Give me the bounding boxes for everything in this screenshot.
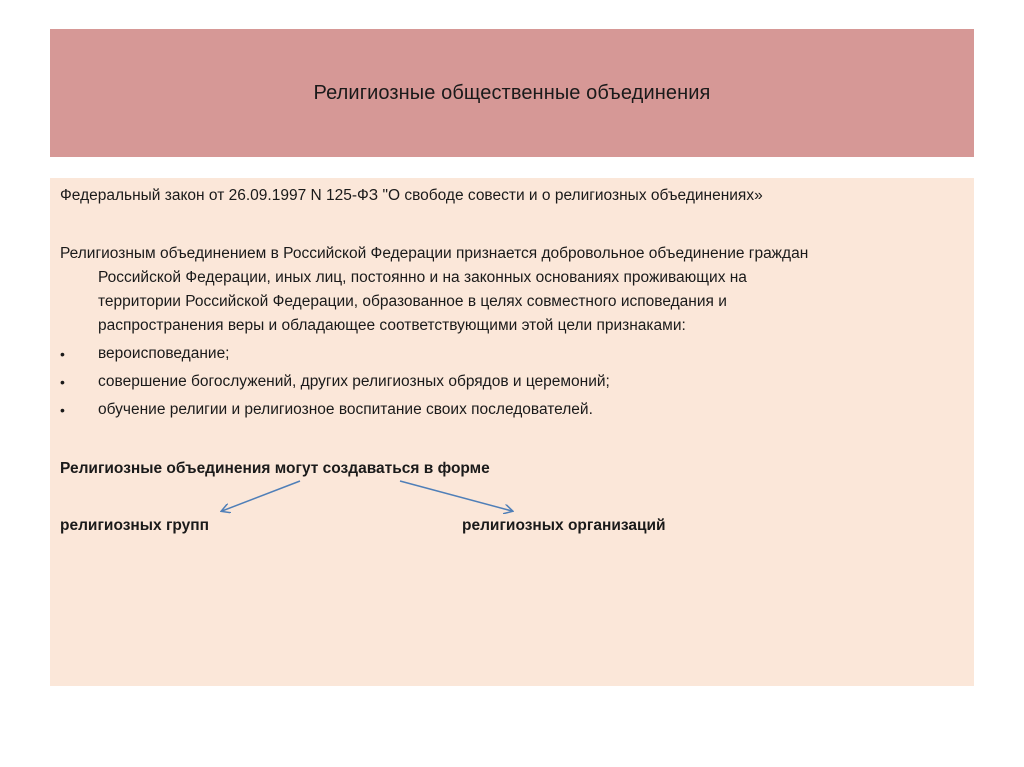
list-item bbox=[60, 398, 610, 426]
form-religious-groups: религиозных групп bbox=[60, 517, 210, 534]
law-reference: Федеральный закон от 26.09.1997 N 125-ФЗ "О свободе совести и о религиозных объединениях» bbox=[60, 187, 763, 204]
title-banner bbox=[50, 29, 974, 157]
definition-line: распространения веры и обладающее соответствующими этой цели признаками: bbox=[98, 317, 686, 334]
list-item bbox=[60, 342, 610, 370]
arrow-left-icon bbox=[222, 481, 300, 511]
content-panel bbox=[50, 178, 974, 686]
bullet-icon: • bbox=[60, 374, 65, 390]
arrow-right-icon bbox=[400, 481, 512, 511]
criteria-list bbox=[60, 342, 610, 426]
list-item-text: совершение богослужений, других религиозных обрядов и церемоний; bbox=[98, 373, 610, 390]
bullet-icon: • bbox=[60, 402, 65, 418]
list-item bbox=[60, 370, 610, 398]
bullet-icon: • bbox=[60, 346, 65, 362]
definition-line: Религиозным объединением в Российской Федерации признается добровольное объединение граждан bbox=[60, 245, 809, 262]
forms-heading: Религиозные объединения могут создаваться в форме bbox=[60, 460, 490, 477]
definition-line: территории Российской Федерации, образованное в целях совместного исповедания и bbox=[98, 293, 727, 310]
slide-title: Религиозные общественные объединения bbox=[313, 81, 711, 104]
definition-paragraph bbox=[60, 242, 960, 338]
list-item-text: обучение религии и религиозное воспитание своих последователей. bbox=[98, 401, 593, 418]
form-religious-organizations: религиозных организаций bbox=[462, 517, 666, 534]
definition-line: Российской Федерации, иных лиц, постоянно и на законных основаниях проживающих на bbox=[98, 269, 747, 286]
list-item-text: вероисповедание; bbox=[98, 345, 230, 362]
